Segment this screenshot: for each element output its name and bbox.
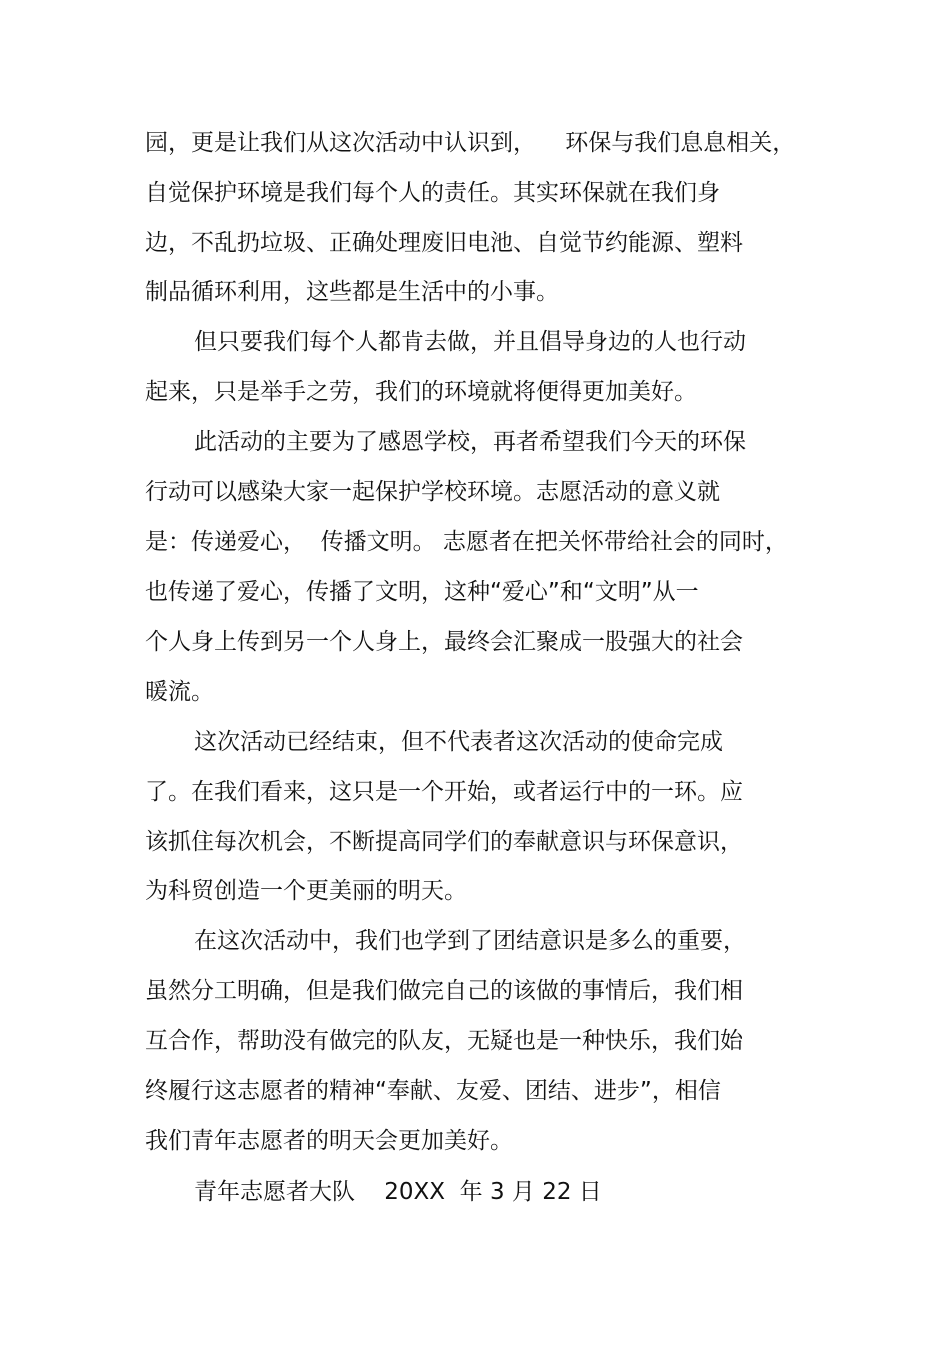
signature-line: 青年志愿者大队 20XX 年 3 月 22 日 [194, 1179, 602, 1205]
text-line: 互合作，帮助没有做完的队友，无疑也是一种快乐，我们始 [145, 1028, 743, 1054]
text-line: 制品循环利用，这些都是生活中的小事。 [145, 279, 559, 305]
text-line: 园，更是让我们从这次活动中认识到， 环保与我们息息相关， [145, 130, 796, 156]
text-line: 在这次活动中，我们也学到了团结意识是多么的重要， [194, 928, 746, 954]
text-line: 了。在我们看来，这只是一个开始，或者运行中的一环。应 [145, 779, 743, 805]
text-line: 为科贸创造一个更美丽的明天。 [145, 878, 467, 904]
text-line: 但只要我们每个人都肯去做，并且倡导身边的人也行动 [194, 329, 746, 355]
text-line: 行动可以感染大家一起保护学校环境。志愿活动的意义就 [145, 479, 720, 505]
text-line: 该抓住每次机会，不断提高同学们的奉献意识与环保意识， [145, 829, 743, 855]
text-line: 起来，只是举手之劳，我们的环境就将便得更加美好。 [145, 379, 697, 405]
text-line: 是：传递爱心， 传播文明。 志愿者在把关怀带给社会的同时， [145, 529, 788, 555]
text-line: 这次活动已经结束，但不代表者这次活动的使命完成 [194, 729, 723, 755]
text-line: 我们青年志愿者的明天会更加美好。 [145, 1128, 513, 1154]
text-line: 暖流。 [145, 679, 214, 705]
text-line: 虽然分工明确，但是我们做完自己的该做的事情后，我们相 [145, 978, 743, 1004]
text-line: 自觉保护环境是我们每个人的责任。其实环保就在我们身 [145, 180, 720, 206]
text-line: 个人身上传到另一个人身上，最终会汇聚成一股强大的社会 [145, 629, 743, 655]
text-line: 终履行这志愿者的精神“奉献、友爱、团结、进步”，相信 [145, 1078, 721, 1104]
text-line: 边，不乱扔垃圾、正确处理废旧电池、自觉节约能源、塑料 [145, 230, 743, 256]
text-line: 也传递了爱心，传播了文明，这种“爱心”和“文明”从一 [145, 579, 699, 605]
text-line: 此活动的主要为了感恩学校，再者希望我们今天的环保 [194, 429, 746, 455]
